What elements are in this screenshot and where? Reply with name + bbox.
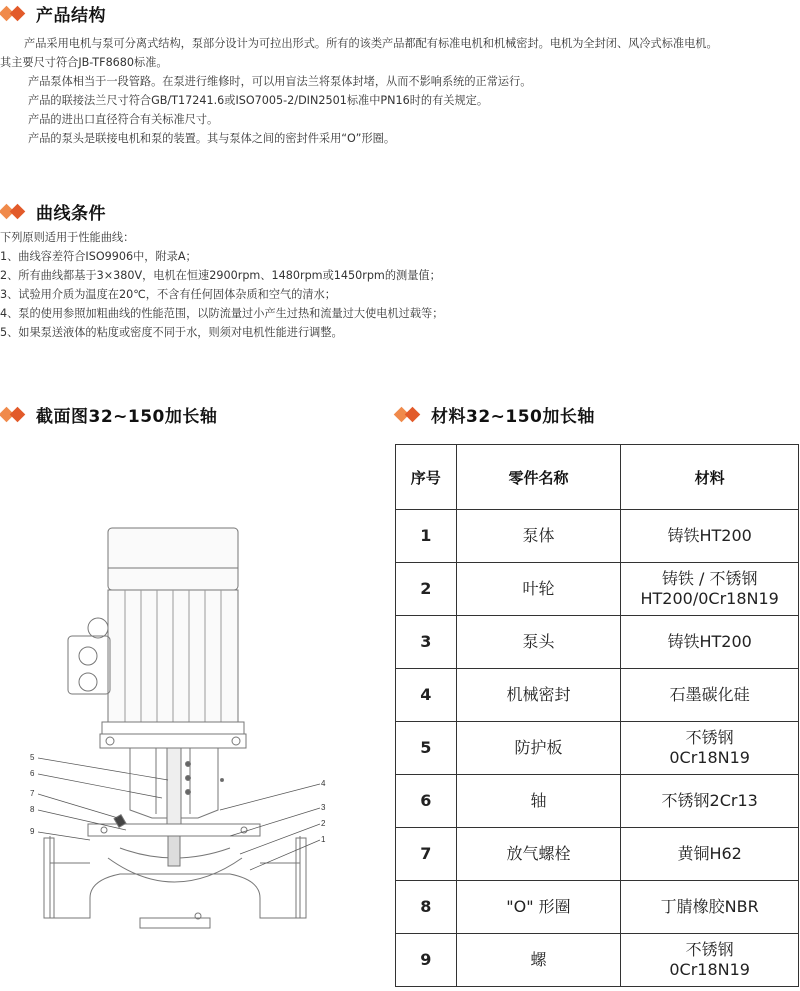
materials-table (395, 444, 799, 987)
section-header-structure (0, 1, 106, 26)
row-no: 2 (396, 563, 457, 616)
row-part-name: 轴 (456, 775, 621, 828)
callout-label: 9 (30, 827, 35, 836)
text-line: 产品的泵头是联接电机和泵的装置。其与泵体之间的密封件采用“O”形圈。 (28, 132, 396, 145)
text-line: 产品的进出口直径符合有关标准尺寸。 (28, 113, 219, 126)
callout-label: 1 (321, 835, 326, 844)
row-material: 丁腈橡胶NBR (621, 881, 799, 934)
table-row (396, 775, 799, 828)
header-no: 序号 (396, 445, 457, 510)
callout-label: 8 (30, 805, 35, 814)
section-title: 产品结构 (36, 6, 106, 26)
row-material: 铸铁HT200 (621, 616, 799, 669)
row-no: 5 (396, 722, 457, 775)
curve-text (0, 228, 800, 342)
text-line: 3、试验用介质为温度在20℃，不含有任何固体杂质和空气的清水； (0, 288, 336, 301)
row-part-name: 泵体 (456, 510, 621, 563)
row-no: 6 (396, 775, 457, 828)
callout-label: 4 (321, 779, 326, 788)
row-no: 4 (396, 669, 457, 722)
row-material: 不锈钢 0Cr18N19 (621, 722, 799, 775)
table-row (396, 828, 799, 881)
text-line: 下列原则适用于性能曲线： (0, 231, 135, 244)
section-title: 材料32~150加长轴 (431, 407, 595, 427)
row-material: 铸铁 / 不锈钢 HT200/0Cr18N19 (621, 563, 799, 616)
header-material: 材料 (621, 445, 799, 510)
row-material: 黄铜H62 (621, 828, 799, 881)
section-title: 截面图32~150加长轴 (36, 407, 218, 427)
row-part-name: 叶轮 (456, 563, 621, 616)
table-row (396, 722, 799, 775)
row-no: 1 (396, 510, 457, 563)
table-row (396, 563, 799, 616)
row-part-name: 机械密封 (456, 669, 621, 722)
row-no: 7 (396, 828, 457, 881)
table-row (396, 616, 799, 669)
section-header-cross-section (0, 402, 217, 427)
row-part-name: 泵头 (456, 616, 621, 669)
table-header-row (396, 445, 799, 510)
callout-label: 5 (30, 753, 35, 762)
row-material: 不锈钢 0Cr18N19 (621, 934, 799, 987)
callout-label: 6 (30, 769, 35, 778)
diamond-bullet-icon (395, 408, 425, 422)
structure-text (0, 34, 800, 148)
row-part-name: 防护板 (456, 722, 621, 775)
header-part-name: 零件名称 (456, 445, 621, 510)
row-no: 9 (396, 934, 457, 987)
diamond-bullet-icon (0, 408, 30, 422)
text-line: 其主要尺寸符合JB-TF8680标准。 (0, 56, 168, 69)
section-header-materials (395, 402, 595, 427)
text-line: 1、曲线容差符合ISO9906中，附录A； (0, 250, 197, 263)
row-part-name: "O" 形圈 (456, 881, 621, 934)
table-row (396, 881, 799, 934)
diamond-bullet-icon (0, 205, 30, 219)
callout-label: 3 (321, 803, 326, 812)
row-no: 8 (396, 881, 457, 934)
row-material: 铸铁HT200 (621, 510, 799, 563)
section-header-curve (0, 199, 106, 224)
callout-label: 2 (321, 819, 326, 828)
text-line: 4、泵的使用参照加粗曲线的性能范围，以防流量过小产生过热和流量过大使电机过载等； (0, 307, 444, 320)
table-row (396, 669, 799, 722)
pump-cross-section-diagram (30, 518, 330, 938)
row-part-name: 放气螺栓 (456, 828, 621, 881)
row-part-name: 螺 (456, 934, 621, 987)
text-line: 产品采用电机与泵可分离式结构，泵部分设计为可拉出形式。所有的该类产品都配有标准电机和机械密封。电机为全封闭、风冷式标准电机。 (24, 37, 718, 50)
diamond-bullet-icon (0, 7, 30, 21)
row-material: 不锈钢2Cr13 (621, 775, 799, 828)
row-no: 3 (396, 616, 457, 669)
text-line: 产品的联接法兰尺寸符合GB/T17241.6或ISO7005-2/DIN2501标准中PN16时的有关规定。 (28, 94, 489, 107)
table-row (396, 934, 799, 987)
text-line: 产品泵体相当于一段管路。在泵进行维修时，可以用盲法兰将泵体封堵，从而不影响系统的正常运行。 (28, 75, 532, 88)
row-material: 石墨碳化硅 (621, 669, 799, 722)
callout-label: 7 (30, 789, 35, 798)
text-line: 2、所有曲线都基于3×380V，电机在恒速2900rpm、1480rpm或1450rpm的测量值； (0, 269, 441, 282)
section-title: 曲线条件 (36, 204, 106, 224)
text-line: 5、如果泵送液体的粘度或密度不同于水，则须对电机性能进行调整。 (0, 326, 343, 339)
table-row (396, 510, 799, 563)
